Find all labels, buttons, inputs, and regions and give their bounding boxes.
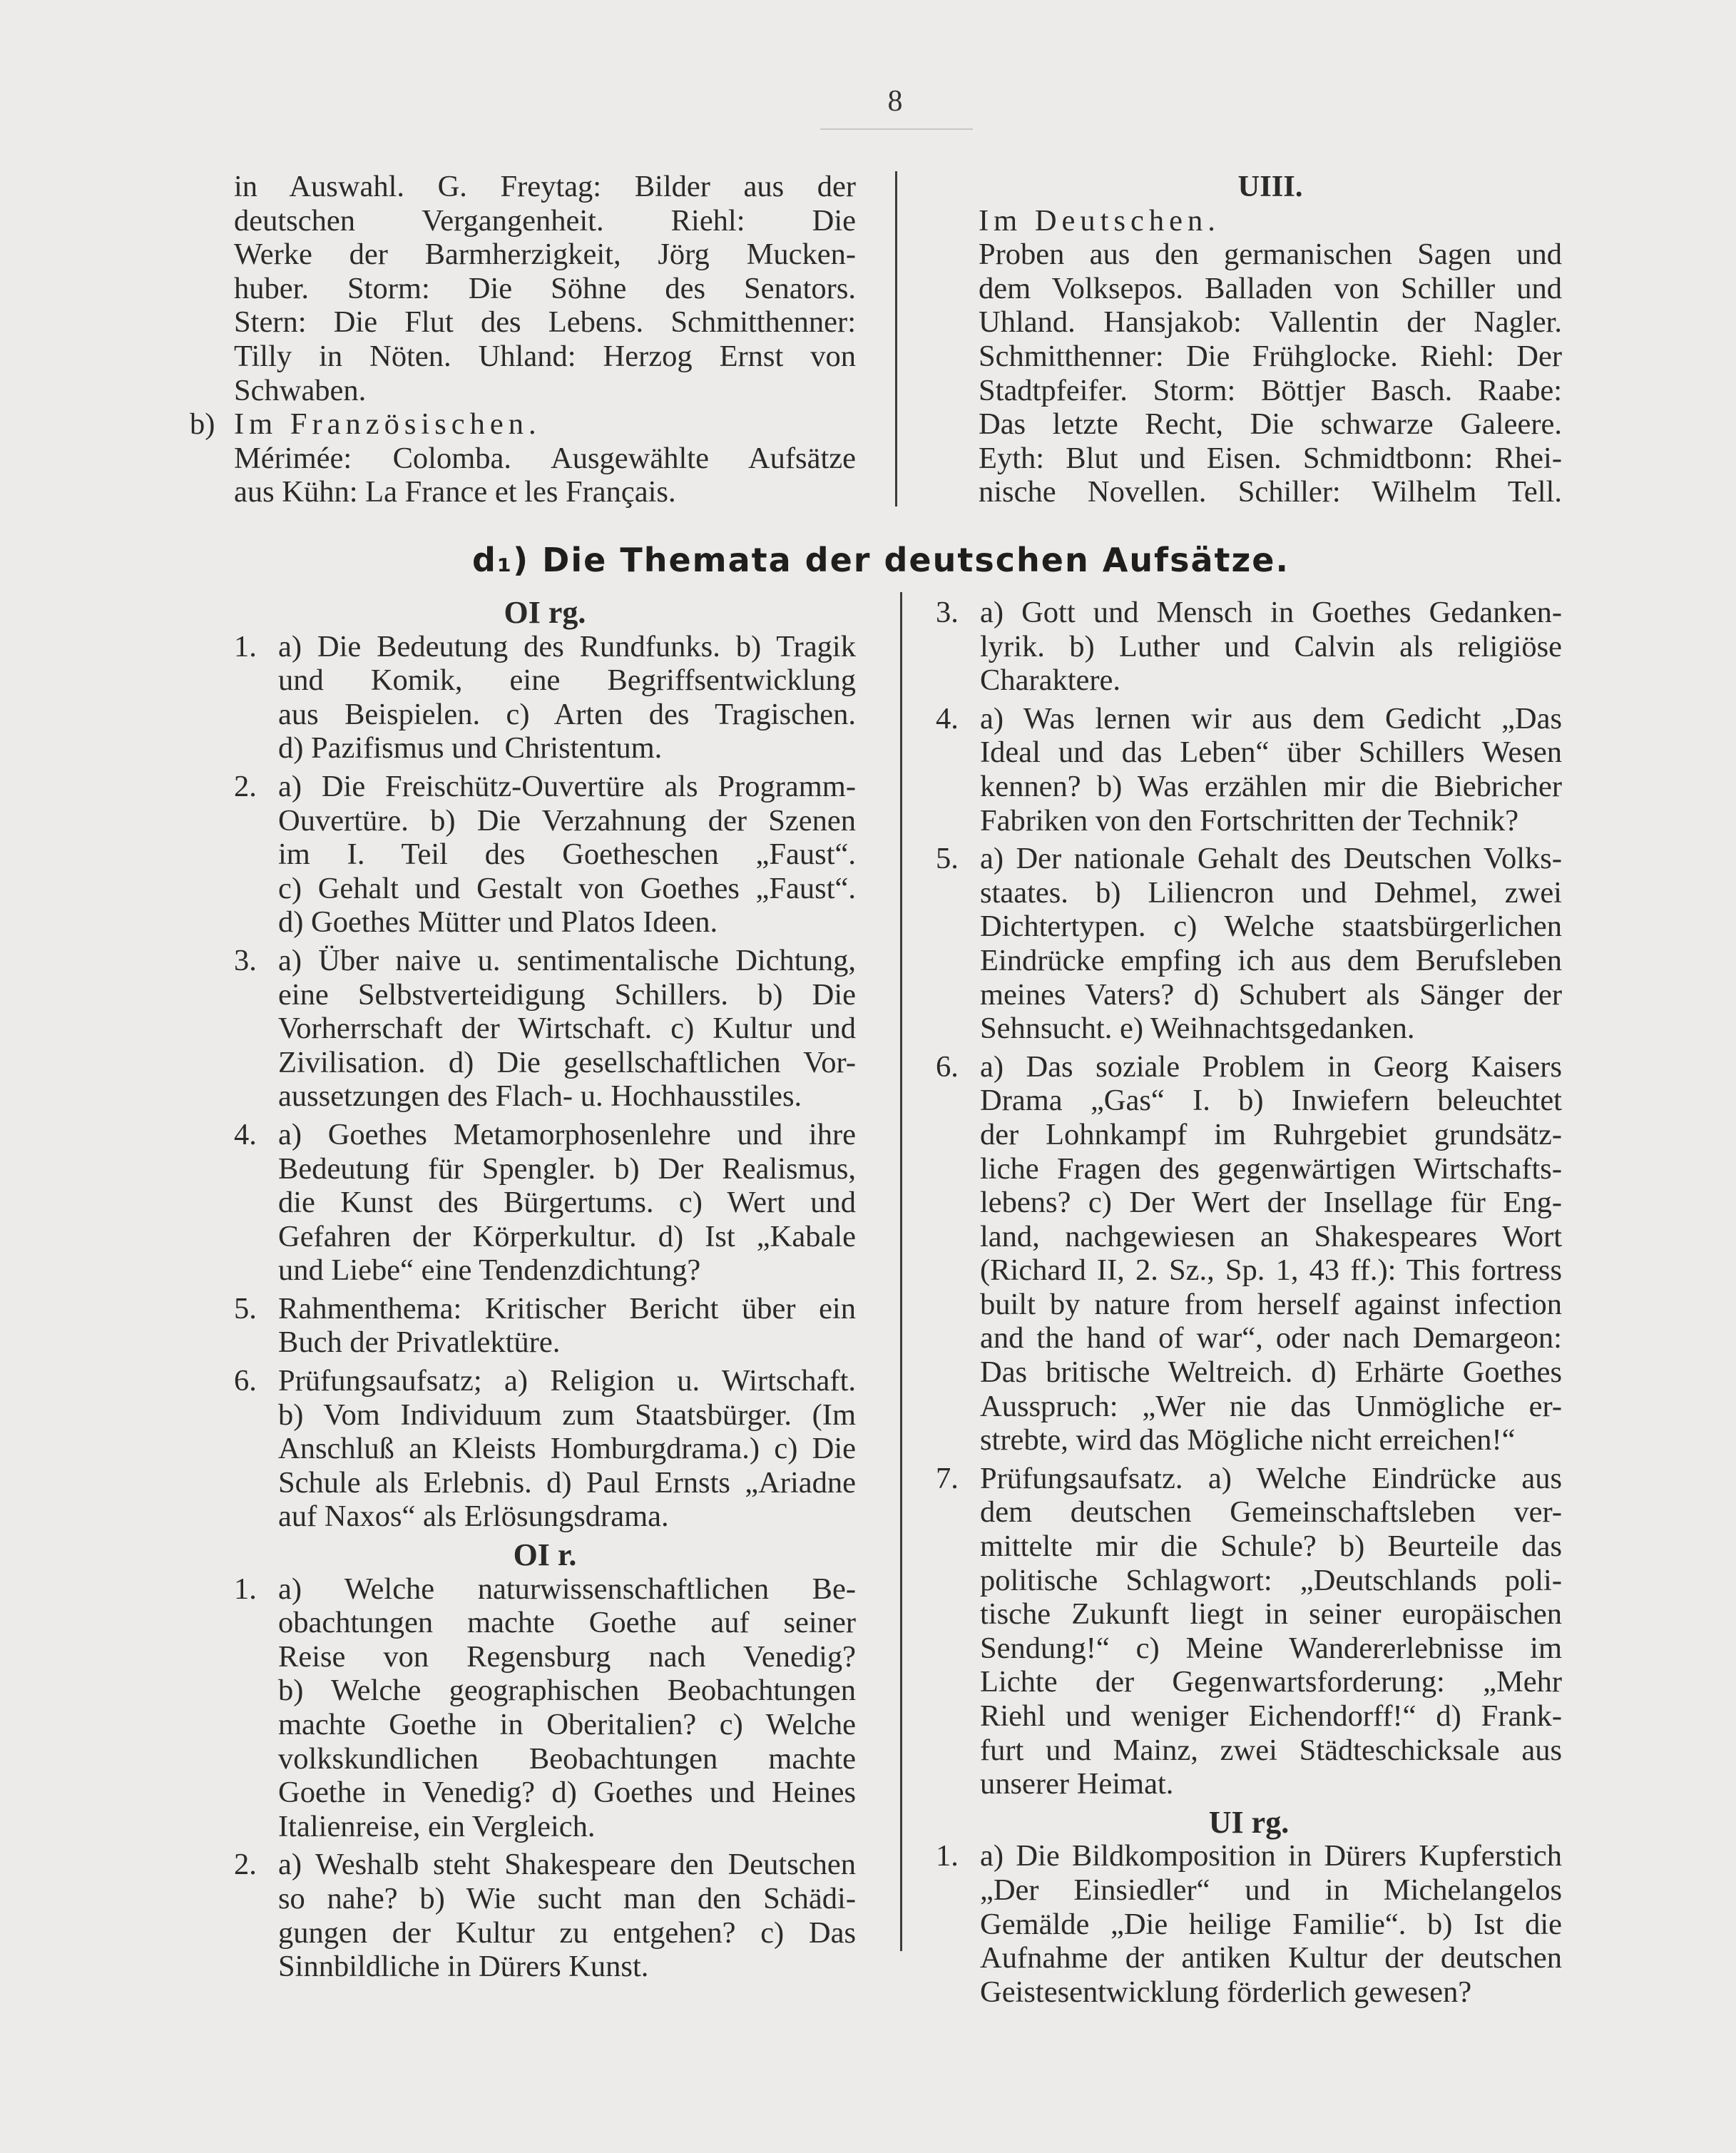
text-line: Goethe in Venedig? d) Goethes und Heines — [278, 1776, 856, 1810]
text-line: a) Der nationale Gehalt des Deutschen Volks- — [980, 842, 1562, 876]
item-number: 2. — [234, 1848, 257, 1882]
text-line: d) Pazifismus und Christentum. — [278, 731, 663, 765]
bottom-left-column — [234, 596, 856, 1988]
text-line: Sinnbildliche in Dürers Kunst. — [278, 1950, 649, 1984]
text-line: Reise von Regensburg nach Venedig? — [278, 1639, 856, 1674]
text-line: a) Die Bildkomposition in Dürers Kupferstich — [980, 1839, 1562, 1873]
text-line: a) Über naive u. sentimentalische Dichtung, — [278, 943, 856, 977]
text-line: Fabriken von den Fortschritten der Technik? — [980, 803, 1519, 838]
text-line: Prüfungsaufsatz; a) Religion u. Wirtschaft. — [278, 1364, 856, 1398]
text-line: Eyth: Blut und Eisen. Schmidtbonn: Rhei- — [979, 441, 1562, 475]
text-line: Lichte der Gegenwartsforderung: „Mehr — [980, 1665, 1562, 1699]
text-line: Schwaben. — [234, 373, 367, 407]
subsection-b — [190, 407, 856, 509]
text-line: Drama „Gas“ I. b) Inwiefern beleuchtet — [980, 1084, 1562, 1118]
item-label: b) — [190, 407, 215, 442]
text-line: Das letzte Recht, Die schwarze Galeere. — [979, 407, 1562, 442]
text-line: mittelte mir die Schule? b) Beurteile das — [980, 1530, 1562, 1564]
numbered-item — [936, 1462, 1562, 1801]
text-line: and the hand of war“, oder nach Demargeon: — [980, 1321, 1562, 1355]
text-line: meines Vaters? d) Schubert als Sänger der — [980, 977, 1562, 1012]
text-line: Riehl und weniger Eichendorff!“ d) Frank- — [980, 1699, 1562, 1733]
text-line: Vorherrschaft der Wirtschaft. c) Kultur und — [278, 1012, 856, 1046]
text-line: furt und Mainz, zwei Städteschicksale aus — [980, 1733, 1562, 1767]
text-line: d) Goethes Mütter und Platos Ideen. — [278, 905, 718, 940]
numbered-item — [234, 1572, 856, 1844]
top-left-column — [190, 170, 856, 514]
text-line: obachtungen machte Goethe auf seiner — [278, 1606, 856, 1640]
text-line: Sehnsucht. e) Weihnachtsgedanken. — [980, 1012, 1415, 1046]
text-line: built by nature from herself against infection — [980, 1287, 1562, 1321]
text-line: Sendung!“ c) Meine Wandererlebnisse im — [980, 1631, 1562, 1665]
text-line: Buch der Privatlektüre. — [278, 1325, 561, 1360]
text-line: Schmitthenner: Die Frühglocke. Riehl: Der — [979, 339, 1562, 373]
text-line: aus Kühn: La France et les Français. — [234, 475, 676, 509]
text-line: Aufnahme der antiken Kultur der deutschen — [980, 1941, 1562, 1975]
text-line: in Auswahl. G. Freytag: Bilder aus der — [234, 170, 856, 203]
text-line: a) Weshalb steht Shakespeare den Deutschen — [278, 1848, 856, 1882]
continuation-text — [234, 170, 856, 407]
item-number: 1. — [234, 629, 257, 663]
text-line: lyrik. b) Luther und Calvin als religiöse — [980, 629, 1562, 663]
text-line: deutschen Vergangenheit. Riehl: Die — [234, 203, 856, 238]
text-line: huber. Storm: Die Söhne des Senators. — [234, 271, 856, 305]
text-line: tische Zukunft liegt in seiner europäischen — [980, 1597, 1562, 1632]
item-number: 3. — [936, 596, 959, 629]
item-number: 5. — [234, 1291, 257, 1325]
text-line: nische Novellen. Schiller: Wilhelm Tell. — [979, 475, 1562, 509]
text-line: Eindrücke empfing ich aus dem Berufsleben — [980, 943, 1562, 977]
text-line: „Der Einsiedler“ und in Michelangelos — [980, 1873, 1562, 1907]
text-line: der Lohnkampf im Ruhrgebiet grundsätz- — [980, 1117, 1562, 1151]
numbered-item — [234, 630, 856, 765]
text-line: a) Die Bedeutung des Rundfunks. b) Tragik — [278, 629, 856, 663]
text-line: Bedeutung für Spengler. b) Der Realismus, — [278, 1151, 856, 1186]
bottom-right-column — [936, 596, 1562, 2013]
text-line: a) Goethes Metamorphosenlehre und ihre — [278, 1117, 856, 1151]
item-number: 1. — [936, 1839, 959, 1873]
item-number: 6. — [234, 1364, 257, 1398]
text-line: Gemälde „Die heilige Familie“. b) Ist die — [980, 1907, 1562, 1941]
text-line: a) Was lernen wir aus dem Gedicht „Das — [980, 701, 1562, 736]
text-line: Das britische Weltreich. d) Erhärte Goethes — [980, 1355, 1562, 1390]
text-line: a) Die Freischütz-Ouvertüre als Programm- — [278, 769, 856, 803]
text-line: Stern: Die Flut des Lebens. Schmitthenner: — [234, 305, 856, 340]
item-number: 1. — [234, 1572, 257, 1606]
text-line: und Liebe“ eine Tendenzdichtung? — [278, 1253, 701, 1288]
numbered-item — [936, 596, 1562, 698]
text-line: Ausspruch: „Wer nie das Unmögliche er- — [980, 1389, 1562, 1423]
text-line: Rahmenthema: Kritischer Bericht über ein — [278, 1291, 856, 1325]
text-line: land, nachgewiesen an Shakespeares Wort — [980, 1219, 1562, 1253]
text-line: aussetzungen des Flach- u. Hochhausstiles. — [278, 1079, 802, 1114]
class-title: OI rg. — [504, 595, 586, 630]
numbered-item — [936, 702, 1562, 838]
text-line: aus Beispielen. c) Arten des Tragischen. — [278, 697, 856, 731]
numbered-item — [234, 1364, 856, 1534]
text-line: Schule als Erlebnis. d) Paul Ernsts „Ariadne — [278, 1465, 856, 1500]
numbered-item — [936, 1839, 1562, 2009]
item-number: 4. — [234, 1117, 257, 1151]
text-line: Geistesentwicklung förderlich gewesen? — [980, 1975, 1472, 2009]
item-number: 5. — [936, 842, 959, 876]
numbered-item — [234, 1292, 856, 1360]
text-line: Ideal und das Leben“ über Schillers Wesen — [980, 736, 1562, 770]
column-divider-bottom — [900, 592, 902, 1951]
item-number: 2. — [234, 769, 257, 803]
class-title: UI rg. — [1208, 1804, 1290, 1840]
text-line: Prüfungsaufsatz. a) Welche Eindrücke aus — [980, 1461, 1562, 1495]
text-line: Uhland. Hansjakob: Vallentin der Nagler. — [979, 305, 1562, 340]
text-line: kennen? b) Was erzählen mir die Biebricher — [980, 769, 1562, 803]
text-line: Proben aus den germanischen Sagen und — [979, 238, 1562, 272]
text-line: liche Fragen des gegenwärtigen Wirtschafts- — [980, 1151, 1562, 1186]
text-line: staates. b) Liliencron und Dehmel, zwei — [980, 875, 1562, 910]
text-line: a) Welche naturwissenschaftlichen Be- — [278, 1572, 856, 1606]
text-line: c) Gehalt und Gestalt von Goethes „Faust“. — [278, 871, 856, 905]
text-line: so nahe? b) Wie sucht man den Schädi- — [278, 1881, 856, 1915]
text-line: a) Gott und Mensch in Goethes Gedanken- — [980, 596, 1562, 629]
text-line: Zivilisation. d) Die gesellschaftlichen Vor- — [278, 1045, 856, 1079]
text-line: Mérimée: Colomba. Ausgewählte Aufsätze — [234, 441, 856, 475]
text-line: die Kunst des Bürgertums. c) Wert und — [278, 1186, 856, 1220]
class-title: OI r. — [513, 1537, 577, 1573]
item-number: 7. — [936, 1461, 959, 1495]
text-line: und Komik, eine Begriffsentwicklung — [278, 663, 856, 698]
text-line: auf Naxos“ als Erlösungsdrama. — [278, 1500, 669, 1534]
text-line: (Richard II, 2. Sz., Sp. 1, 43 ff.): This fortress — [980, 1253, 1562, 1288]
top-divider — [820, 128, 973, 130]
text-line: politische Schlagwort: „Deutschlands poli- — [980, 1563, 1562, 1597]
text-line: volkskundlichen Beobachtungen machte — [278, 1741, 856, 1776]
numbered-item — [234, 1848, 856, 1983]
text-line: im I. Teil des Goetheschen „Faust“. — [278, 838, 856, 872]
text-line: gungen der Kultur zu entgehen? c) Das — [278, 1915, 856, 1950]
numbered-item — [936, 1050, 1562, 1457]
text-line: Italienreise, ein Vergleich. — [278, 1809, 596, 1843]
numbered-item — [234, 944, 856, 1114]
text-line: eine Selbstverteidigung Schillers. b) Die — [278, 977, 856, 1012]
top-right-column — [979, 170, 1562, 509]
text-line: Stadtpfeifer. Storm: Böttjer Basch. Raabe: — [979, 373, 1562, 407]
text-line: Dichtertypen. c) Welche staatsbürgerlichen — [980, 910, 1562, 944]
item-number: 3. — [234, 943, 257, 977]
numbered-item — [234, 770, 856, 940]
item-number: 4. — [936, 701, 959, 736]
text-line: Charaktere. — [980, 663, 1121, 698]
class-title: UIII. — [1237, 170, 1303, 203]
numbered-item — [936, 842, 1562, 1046]
text-line: Anschluß an Kleists Homburgdrama.) c) Die — [278, 1432, 856, 1466]
item-number: 6. — [936, 1049, 959, 1084]
subject-title: Im Deutschen. — [979, 203, 1220, 238]
text-line: Tilly in Nöten. Uhland: Herzog Ernst von — [234, 339, 856, 373]
text-line: Gefahren der Körperkultur. d) Ist „Kabale — [278, 1219, 856, 1253]
text-line: machte Goethe in Oberitalien? c) Welche — [278, 1708, 856, 1741]
text-line: b) Welche geographischen Beobachtungen — [278, 1674, 856, 1708]
text-line: lebens? c) Der Wert der Insellage für Eng- — [980, 1186, 1562, 1220]
column-divider-top — [895, 171, 897, 507]
section-heading: d₁) Die Themata der deutschen Aufsätze. — [472, 541, 1290, 579]
text-line: strebte, wird das Mögliche nicht erreichen!“ — [980, 1423, 1516, 1457]
text-line: dem Volksepos. Balladen von Schiller und — [979, 271, 1562, 305]
text-line: dem deutschen Gemeinschaftsleben ver- — [980, 1495, 1562, 1530]
page-number: 8 — [887, 85, 903, 118]
text-line: Werke der Barmherzigkeit, Jörg Mucken- — [234, 238, 856, 272]
text-line: a) Das soziale Problem in Georg Kaisers — [980, 1049, 1562, 1084]
text-line: b) Vom Individuum zum Staatsbürger. (Im — [278, 1398, 856, 1432]
subject-title: Im Französischen. — [234, 407, 541, 442]
text-line: unserer Heimat. — [980, 1767, 1174, 1801]
text-line: Ouvertüre. b) Die Verzahnung der Szenen — [278, 803, 856, 838]
numbered-item — [234, 1118, 856, 1288]
